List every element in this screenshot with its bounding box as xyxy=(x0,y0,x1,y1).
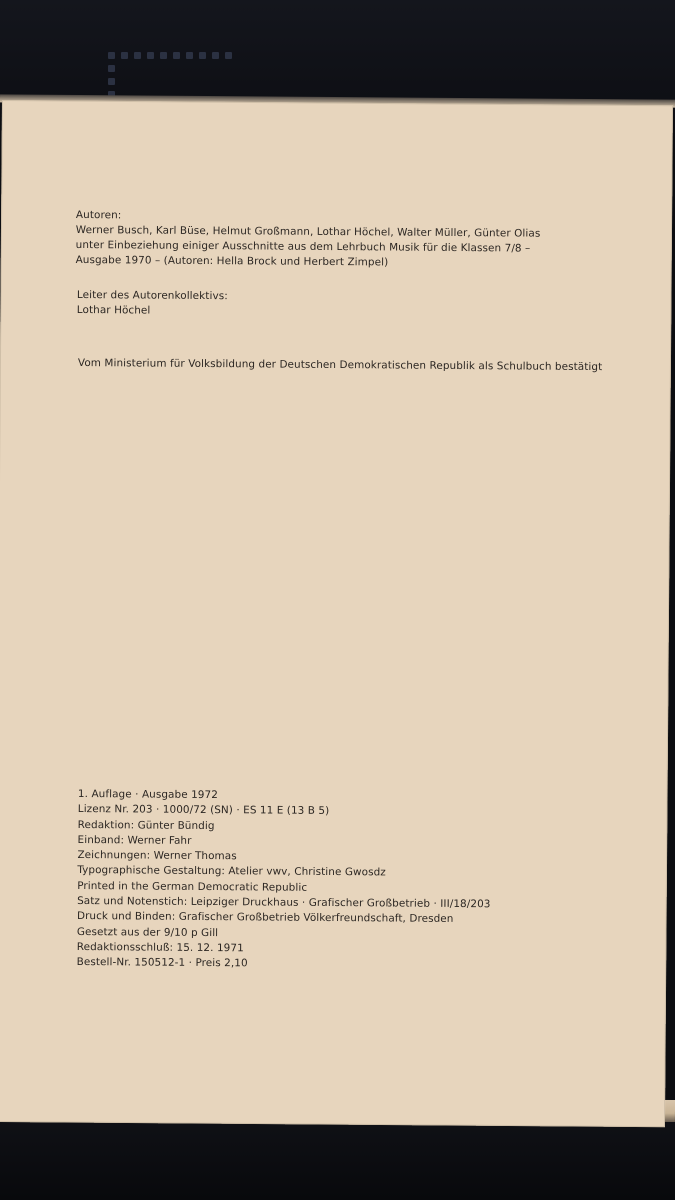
imprint-edition: 1. Auflage · Ausgabe 1972 xyxy=(77,787,219,802)
authors-heading: Autoren: xyxy=(75,208,122,222)
leader-section xyxy=(77,288,228,319)
imprint-cover: Einband: Werner Fahr xyxy=(77,833,192,847)
imprint-editor: Redaktion: Günter Bündig xyxy=(77,818,215,832)
authors-excerpt-note: unter Einbeziehung einiger Ausschnitte aus dem Lehrbuch Musik für die Klassen 7/8 – xyxy=(75,238,531,255)
dark-background-bottom xyxy=(0,1118,675,1200)
imprint-license: Lizenz Nr. 203 · 1000/72 (SN) · ES 11 E (13 B 5) xyxy=(77,803,330,818)
imprint-printing: Druck und Binden: Grafischer Großbetrieb Völkerfreundschaft, Dresden xyxy=(76,910,454,926)
authors-edition-note: Ausgabe 1970 – (Autoren: Hella Brock und Herbert Zimpel) xyxy=(75,253,389,269)
imprint-deadline: Redaktionsschluß: 15. 12. 1971 xyxy=(76,940,244,955)
imprint-drawings: Zeichnungen: Werner Thomas xyxy=(77,849,237,863)
imprint-section xyxy=(77,787,492,974)
imprint-font: Gesetzt aus der 9/10 p Gill xyxy=(76,925,219,939)
imprint-printed-in: Printed in the German Democratic Republic xyxy=(77,879,308,894)
authors-section xyxy=(76,208,541,272)
leader-name: Lothar Höchel xyxy=(76,303,151,317)
ministry-approval-text: Vom Ministerium für Volksbildung der Deutschen Demokratischen Republik als Schulbuch bestätigt xyxy=(77,356,603,374)
leader-heading: Leiter des Autorenkollektivs: xyxy=(76,288,228,303)
imprint-typography: Typographische Gestaltung: Atelier vwv, Christine Gwosdz xyxy=(77,864,386,879)
imprint-typesetting: Satz und Notenstich: Leipziger Druckhaus · Grafischer Großbetrieb · III/18/203 xyxy=(77,895,491,911)
imprint-order-number: Bestell-Nr. 150512-1 · Preis 2,10 xyxy=(76,956,248,970)
authors-names: Werner Busch, Karl Büse, Helmut Großmann, Lothar Höchel, Walter Müller, Günter Olias xyxy=(75,223,541,240)
